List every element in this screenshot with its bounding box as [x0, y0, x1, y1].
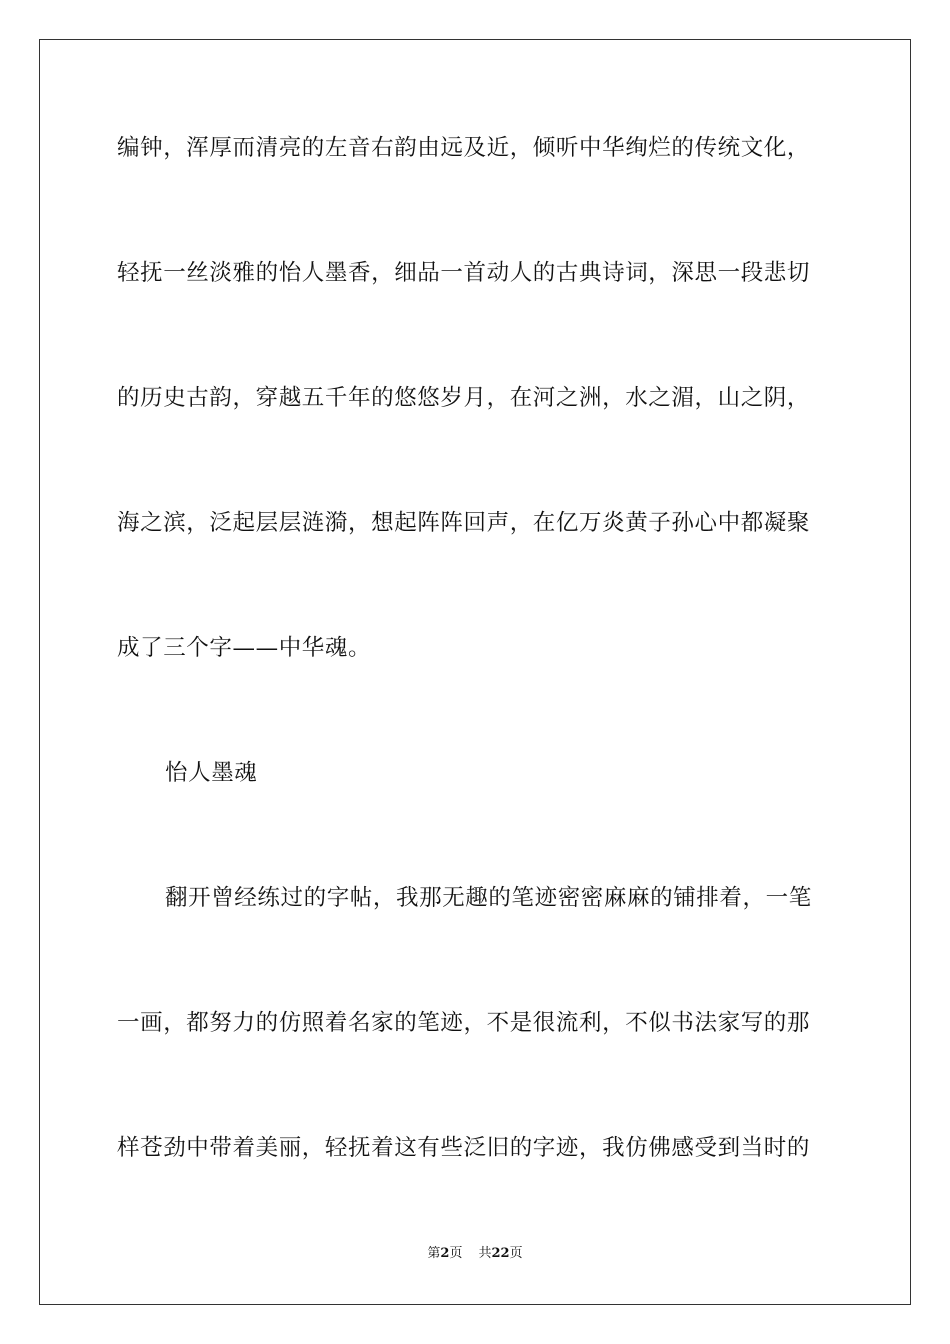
page-number: 2	[440, 1246, 450, 1261]
page-border	[39, 39, 911, 1305]
text-line-3: 的历史古韵，穿越五千年的悠悠岁月，在河之洲，水之湄，山之阴，	[117, 385, 811, 411]
text-line-1: 编钟，浑厚而清亮的左音右韵由远及近，倾听中华绚烂的传统文化，	[117, 135, 811, 161]
section-heading: 怡人墨魂	[165, 760, 258, 786]
text-line-8: 一画，都努力的仿照着名家的笔迹，不是很流利，不似书法家写的那	[117, 1010, 811, 1036]
page-footer	[0, 1245, 950, 1263]
total-suffix: 页	[509, 1246, 523, 1261]
text-line-5: 成了三个字——中华魂。	[117, 635, 372, 661]
page-suffix: 页	[449, 1246, 463, 1261]
text-line-7: 翻开曾经练过的字帖，我那无趣的笔迹密密麻麻的铺排着，一笔	[165, 885, 812, 911]
text-line-9: 样苍劲中带着美丽，轻抚着这有些泛旧的字迹，我仿佛感受到当时的	[117, 1135, 811, 1161]
text-line-2: 轻抚一丝淡雅的怡人墨香，细品一首动人的古典诗词，深思一段悲切	[117, 260, 811, 286]
total-pages: 22	[491, 1246, 510, 1261]
total-prefix: 共	[478, 1246, 492, 1261]
text-line-4: 海之滨，泛起层层涟漪，想起阵阵回声，在亿万炎黄子孙心中都凝聚	[117, 510, 811, 536]
page-prefix: 第	[427, 1246, 441, 1261]
